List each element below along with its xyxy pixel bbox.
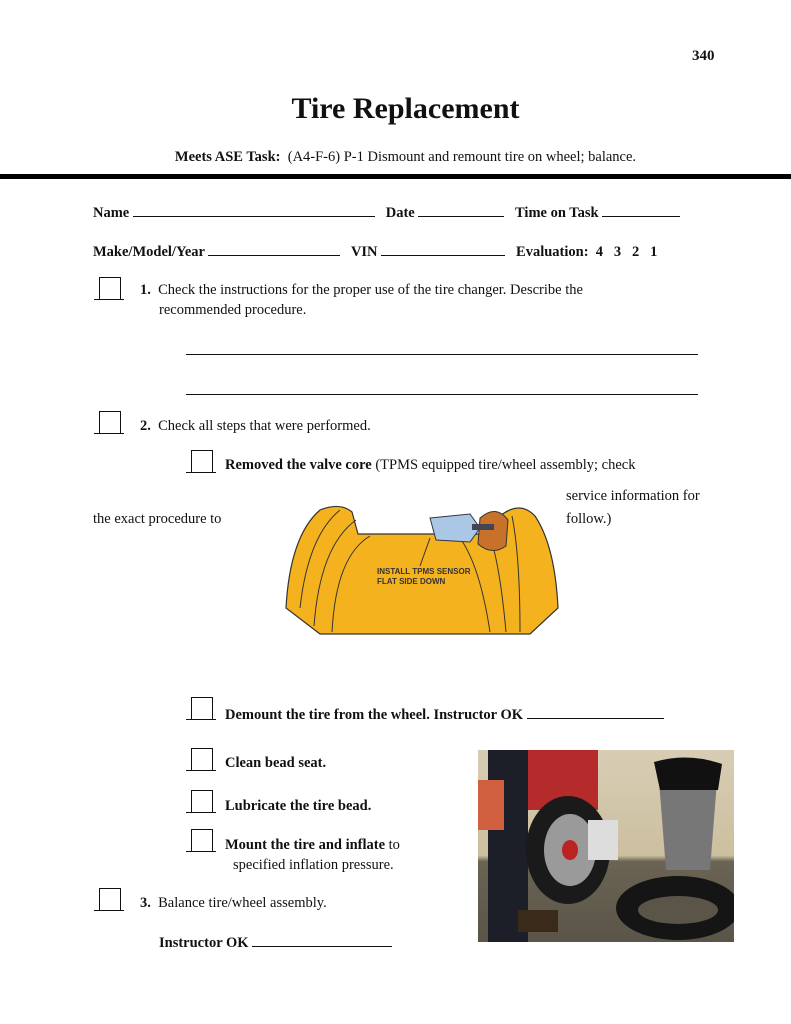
date-field[interactable] [418, 204, 504, 217]
score-4[interactable]: 4 [595, 244, 604, 260]
step2-text: 2. Check all steps that were performed. [140, 418, 371, 434]
ase-task-label: Meets ASE Task: [174, 149, 281, 165]
step3-instructor: Instructor OK [159, 934, 392, 952]
demount-instructor-field[interactable] [527, 706, 664, 719]
lube-checkbox[interactable] [186, 790, 216, 813]
tire-changer-photo [478, 750, 734, 942]
answer-line-2[interactable] [186, 394, 698, 395]
step1-text: 1. Check the instructions for the proper use of the tire changer. Describe the [140, 282, 583, 298]
step3-text: 3. Balance tire/wheel assembly. [140, 895, 327, 911]
vin-label: VIN [350, 244, 378, 260]
clean-text: Clean bead seat. [225, 755, 327, 771]
name-field[interactable] [133, 204, 375, 217]
time-field[interactable] [602, 204, 680, 217]
vin-field[interactable] [381, 243, 505, 256]
wheel-rim-illustration [280, 496, 570, 636]
time-label: Time on Task [515, 205, 599, 221]
diagram-label: INSTALL TPMS SENSOR FLAT SIDE DOWN [377, 567, 471, 586]
page-number: 340 [692, 48, 715, 64]
demount-text: Demount the tire from the wheel. Instructor OK [225, 706, 664, 724]
clean-checkbox[interactable] [186, 748, 216, 771]
lube-text: Lubricate the tire bead. [225, 798, 372, 814]
step2-checkbox[interactable] [94, 411, 124, 434]
evaluation-label: Evaluation: [516, 244, 589, 260]
score-2[interactable]: 2 [632, 244, 640, 260]
ase-task [0, 149, 791, 166]
step1-text-2: recommended procedure. [159, 302, 307, 318]
score-3[interactable]: 3 [613, 244, 622, 260]
valve-text-left: the exact procedure to [93, 511, 222, 527]
mount-checkbox[interactable] [186, 829, 216, 852]
mount-text: Mount the tire and inflate to [225, 837, 400, 853]
photo-scene [478, 750, 734, 942]
tpms-diagram [280, 496, 570, 636]
header-rule [0, 174, 791, 179]
date-label: Date [385, 205, 415, 221]
demount-checkbox[interactable] [186, 697, 216, 720]
valve-checkbox[interactable] [186, 450, 216, 473]
valve-text-right-2: follow.) [566, 511, 612, 527]
ase-task-text: (A4-F-6) P-1 Dismount and remount tire on wheel; balance. [287, 149, 637, 165]
valve-text-right-1: service information for [566, 488, 700, 504]
info-row-1 [93, 204, 680, 222]
info-row-2 [93, 243, 657, 261]
step3-checkbox[interactable] [94, 888, 124, 911]
mmy-label: Make/Model/Year [93, 244, 205, 260]
step3-instructor-field[interactable] [252, 934, 392, 947]
step1-checkbox[interactable] [94, 277, 124, 300]
mmy-field[interactable] [208, 243, 340, 256]
page-title: Tire Replacement [291, 92, 520, 125]
answer-line-1[interactable] [186, 354, 698, 355]
name-label: Name [93, 205, 130, 221]
mount-text-2: specified inflation pressure. [233, 857, 394, 873]
score-1[interactable]: 1 [650, 244, 658, 260]
valve-text: Removed the valve core (TPMS equipped tire/wheel assembly; check [225, 457, 636, 473]
